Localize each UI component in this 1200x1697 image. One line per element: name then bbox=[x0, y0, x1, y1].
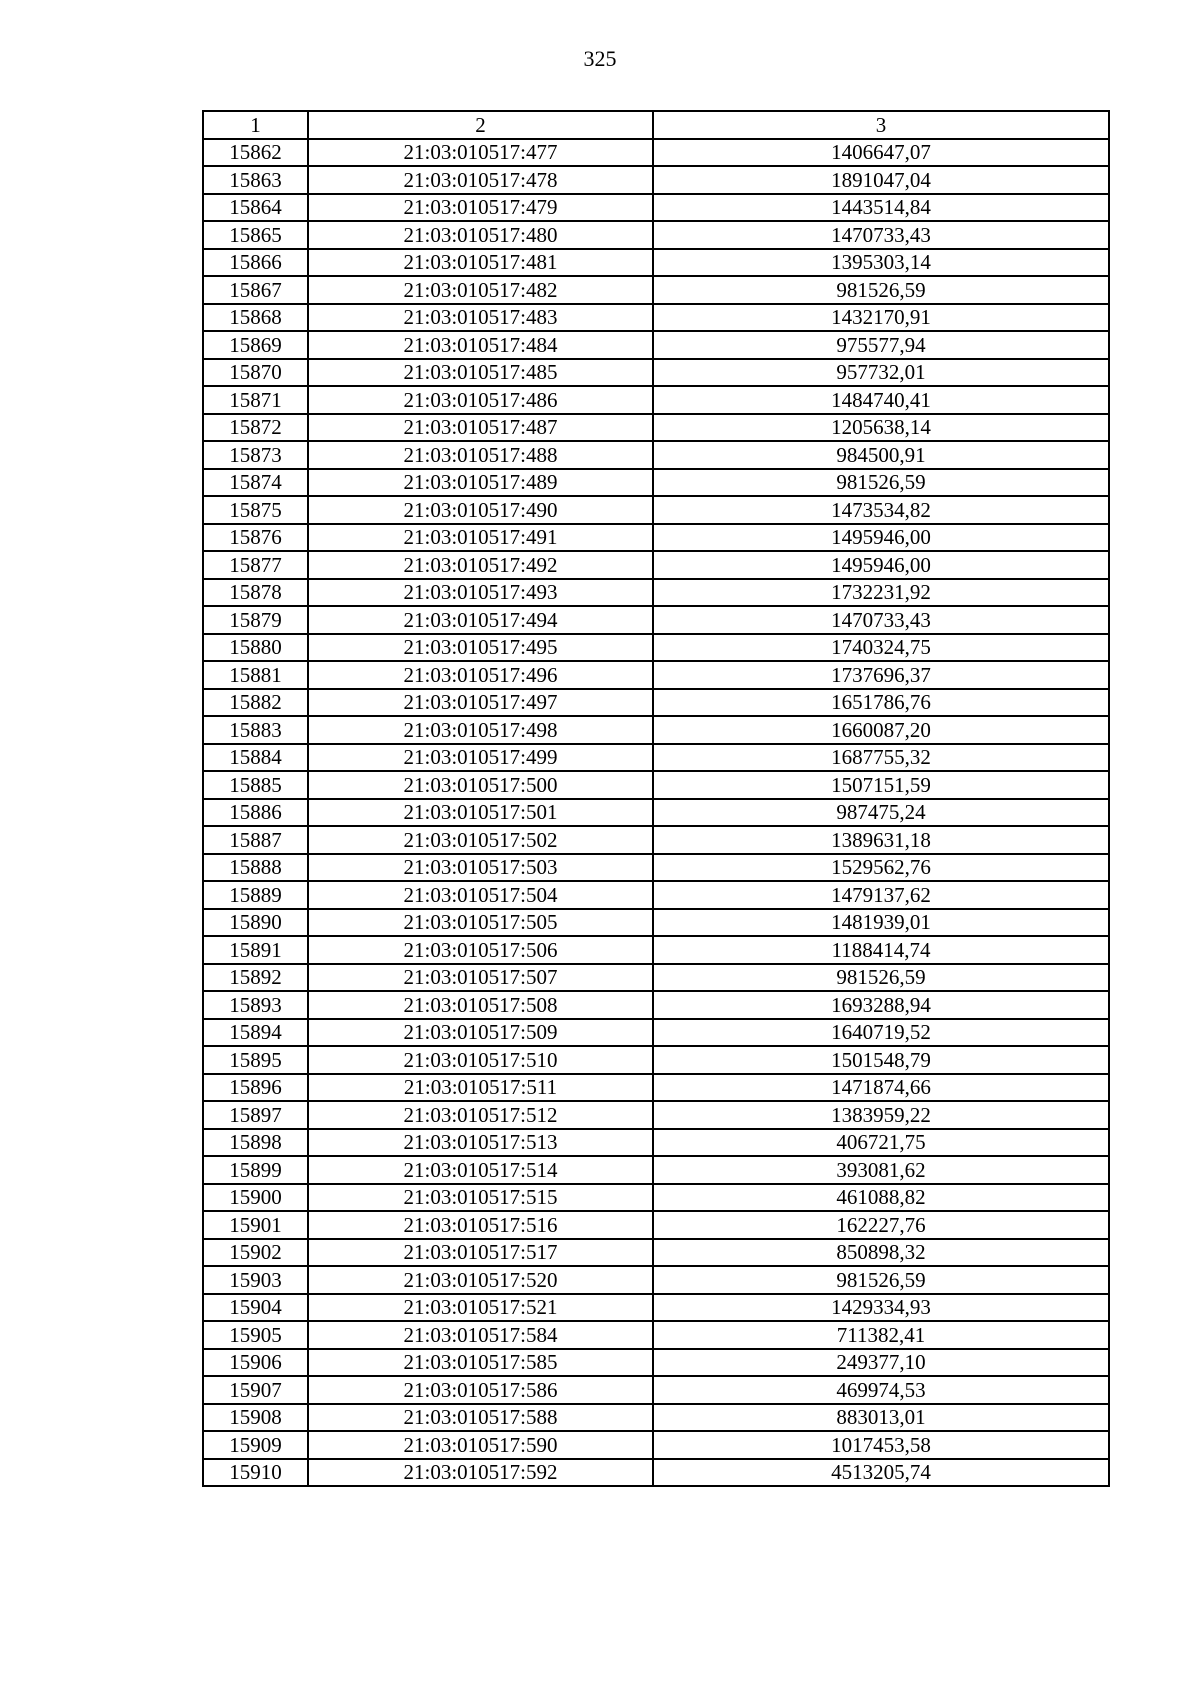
row-number-cell: 15893 bbox=[203, 991, 308, 1019]
value-cell: 1740324,75 bbox=[653, 634, 1109, 662]
cadastral-number-cell: 21:03:010517:504 bbox=[308, 881, 653, 909]
cadastral-number-cell: 21:03:010517:585 bbox=[308, 1349, 653, 1377]
row-number-cell: 15887 bbox=[203, 826, 308, 854]
row-number-cell: 15882 bbox=[203, 689, 308, 717]
row-number-cell: 15885 bbox=[203, 771, 308, 799]
cadastral-number-cell: 21:03:010517:520 bbox=[308, 1266, 653, 1294]
row-number-cell: 15903 bbox=[203, 1266, 308, 1294]
table-row bbox=[203, 1184, 1109, 1212]
value-cell: 981526,59 bbox=[653, 1266, 1109, 1294]
row-number-cell: 15900 bbox=[203, 1184, 308, 1212]
value-cell: 987475,24 bbox=[653, 799, 1109, 827]
table-row bbox=[203, 414, 1109, 442]
table-row bbox=[203, 359, 1109, 387]
table-row bbox=[203, 1294, 1109, 1322]
cadastral-number-cell: 21:03:010517:492 bbox=[308, 551, 653, 579]
row-number-cell: 15878 bbox=[203, 579, 308, 607]
row-number-cell: 15874 bbox=[203, 469, 308, 497]
value-cell: 1205638,14 bbox=[653, 414, 1109, 442]
value-cell: 4513205,74 bbox=[653, 1459, 1109, 1487]
table-row bbox=[203, 221, 1109, 249]
table-row bbox=[203, 661, 1109, 689]
cadastral-number-cell: 21:03:010517:499 bbox=[308, 744, 653, 772]
table-row bbox=[203, 909, 1109, 937]
row-number-cell: 15898 bbox=[203, 1129, 308, 1157]
cadastral-number-cell: 21:03:010517:584 bbox=[308, 1321, 653, 1349]
value-cell: 162227,76 bbox=[653, 1211, 1109, 1239]
row-number-cell: 15892 bbox=[203, 964, 308, 992]
value-cell: 1188414,74 bbox=[653, 936, 1109, 964]
value-cell: 1443514,84 bbox=[653, 194, 1109, 222]
row-number-cell: 15876 bbox=[203, 524, 308, 552]
value-cell: 1389631,18 bbox=[653, 826, 1109, 854]
table-row bbox=[203, 276, 1109, 304]
table-row bbox=[203, 1266, 1109, 1294]
row-number-cell: 15864 bbox=[203, 194, 308, 222]
data-table bbox=[202, 110, 1110, 1487]
cadastral-number-cell: 21:03:010517:511 bbox=[308, 1074, 653, 1102]
header-cell-1: 1 bbox=[203, 111, 308, 139]
value-cell: 1481939,01 bbox=[653, 909, 1109, 937]
value-cell: 1495946,00 bbox=[653, 551, 1109, 579]
cadastral-number-cell: 21:03:010517:491 bbox=[308, 524, 653, 552]
row-number-cell: 15870 bbox=[203, 359, 308, 387]
table-row bbox=[203, 579, 1109, 607]
cadastral-number-cell: 21:03:010517:507 bbox=[308, 964, 653, 992]
row-number-cell: 15908 bbox=[203, 1404, 308, 1432]
cadastral-number-cell: 21:03:010517:489 bbox=[308, 469, 653, 497]
header-cell-2: 2 bbox=[308, 111, 653, 139]
cadastral-number-cell: 21:03:010517:588 bbox=[308, 1404, 653, 1432]
value-cell: 1529562,76 bbox=[653, 854, 1109, 882]
row-number-cell: 15891 bbox=[203, 936, 308, 964]
cadastral-number-cell: 21:03:010517:513 bbox=[308, 1129, 653, 1157]
value-cell: 957732,01 bbox=[653, 359, 1109, 387]
value-cell: 1383959,22 bbox=[653, 1101, 1109, 1129]
table-row bbox=[203, 1046, 1109, 1074]
table-row bbox=[203, 1431, 1109, 1459]
table-row bbox=[203, 441, 1109, 469]
cadastral-number-cell: 21:03:010517:515 bbox=[308, 1184, 653, 1212]
row-number-cell: 15897 bbox=[203, 1101, 308, 1129]
row-number-cell: 15865 bbox=[203, 221, 308, 249]
table-row bbox=[203, 1349, 1109, 1377]
cadastral-number-cell: 21:03:010517:498 bbox=[308, 716, 653, 744]
cadastral-number-cell: 21:03:010517:500 bbox=[308, 771, 653, 799]
value-cell: 1429334,93 bbox=[653, 1294, 1109, 1322]
value-cell: 1501548,79 bbox=[653, 1046, 1109, 1074]
cadastral-number-cell: 21:03:010517:508 bbox=[308, 991, 653, 1019]
row-number-cell: 15896 bbox=[203, 1074, 308, 1102]
table-row bbox=[203, 496, 1109, 524]
cadastral-number-cell: 21:03:010517:586 bbox=[308, 1376, 653, 1404]
value-cell: 1406647,07 bbox=[653, 139, 1109, 167]
table-row bbox=[203, 469, 1109, 497]
value-cell: 1507151,59 bbox=[653, 771, 1109, 799]
row-number-cell: 15879 bbox=[203, 606, 308, 634]
row-number-cell: 15869 bbox=[203, 331, 308, 359]
row-number-cell: 15906 bbox=[203, 1349, 308, 1377]
cadastral-number-cell: 21:03:010517:478 bbox=[308, 166, 653, 194]
row-number-cell: 15863 bbox=[203, 166, 308, 194]
cadastral-number-cell: 21:03:010517:480 bbox=[308, 221, 653, 249]
cadastral-number-cell: 21:03:010517:479 bbox=[308, 194, 653, 222]
value-cell: 981526,59 bbox=[653, 469, 1109, 497]
value-cell: 1473534,82 bbox=[653, 496, 1109, 524]
value-cell: 883013,01 bbox=[653, 1404, 1109, 1432]
value-cell: 1693288,94 bbox=[653, 991, 1109, 1019]
value-cell: 1495946,00 bbox=[653, 524, 1109, 552]
table-row bbox=[203, 551, 1109, 579]
row-number-cell: 15899 bbox=[203, 1156, 308, 1184]
row-number-cell: 15877 bbox=[203, 551, 308, 579]
table-row bbox=[203, 744, 1109, 772]
cadastral-number-cell: 21:03:010517:592 bbox=[308, 1459, 653, 1487]
value-cell: 1732231,92 bbox=[653, 579, 1109, 607]
row-number-cell: 15880 bbox=[203, 634, 308, 662]
row-number-cell: 15907 bbox=[203, 1376, 308, 1404]
table-header bbox=[203, 111, 1109, 139]
table-body bbox=[203, 139, 1109, 1487]
table-row bbox=[203, 716, 1109, 744]
table-row bbox=[203, 166, 1109, 194]
table-row bbox=[203, 1101, 1109, 1129]
table-row bbox=[203, 826, 1109, 854]
table-row bbox=[203, 1404, 1109, 1432]
cadastral-number-cell: 21:03:010517:495 bbox=[308, 634, 653, 662]
table-row bbox=[203, 1376, 1109, 1404]
row-number-cell: 15895 bbox=[203, 1046, 308, 1074]
table-row bbox=[203, 1211, 1109, 1239]
header-row bbox=[203, 111, 1109, 139]
table-row bbox=[203, 1156, 1109, 1184]
cadastral-number-cell: 21:03:010517:517 bbox=[308, 1239, 653, 1267]
cadastral-number-cell: 21:03:010517:506 bbox=[308, 936, 653, 964]
cadastral-number-cell: 21:03:010517:509 bbox=[308, 1019, 653, 1047]
cadastral-number-cell: 21:03:010517:497 bbox=[308, 689, 653, 717]
row-number-cell: 15886 bbox=[203, 799, 308, 827]
value-cell: 1687755,32 bbox=[653, 744, 1109, 772]
value-cell: 1471874,66 bbox=[653, 1074, 1109, 1102]
value-cell: 1651786,76 bbox=[653, 689, 1109, 717]
row-number-cell: 15901 bbox=[203, 1211, 308, 1239]
cadastral-number-cell: 21:03:010517:496 bbox=[308, 661, 653, 689]
cadastral-number-cell: 21:03:010517:493 bbox=[308, 579, 653, 607]
cadastral-number-cell: 21:03:010517:516 bbox=[308, 1211, 653, 1239]
table-row bbox=[203, 524, 1109, 552]
row-number-cell: 15873 bbox=[203, 441, 308, 469]
table-row bbox=[203, 991, 1109, 1019]
row-number-cell: 15875 bbox=[203, 496, 308, 524]
cadastral-number-cell: 21:03:010517:490 bbox=[308, 496, 653, 524]
value-cell: 981526,59 bbox=[653, 964, 1109, 992]
value-cell: 1470733,43 bbox=[653, 606, 1109, 634]
table-row bbox=[203, 771, 1109, 799]
table-row bbox=[203, 881, 1109, 909]
table-row bbox=[203, 1459, 1109, 1487]
row-number-cell: 15866 bbox=[203, 249, 308, 277]
row-number-cell: 15862 bbox=[203, 139, 308, 167]
row-number-cell: 15868 bbox=[203, 304, 308, 332]
row-number-cell: 15910 bbox=[203, 1459, 308, 1487]
value-cell: 1479137,62 bbox=[653, 881, 1109, 909]
table-row bbox=[203, 331, 1109, 359]
row-number-cell: 15884 bbox=[203, 744, 308, 772]
page-number: 325 bbox=[583, 46, 617, 71]
table-row bbox=[203, 936, 1109, 964]
cadastral-number-cell: 21:03:010517:481 bbox=[308, 249, 653, 277]
table-row bbox=[203, 799, 1109, 827]
value-cell: 1484740,41 bbox=[653, 386, 1109, 414]
table-row bbox=[203, 606, 1109, 634]
table-row bbox=[203, 964, 1109, 992]
row-number-cell: 15881 bbox=[203, 661, 308, 689]
value-cell: 249377,10 bbox=[653, 1349, 1109, 1377]
value-cell: 711382,41 bbox=[653, 1321, 1109, 1349]
table-row bbox=[203, 249, 1109, 277]
value-cell: 1017453,58 bbox=[653, 1431, 1109, 1459]
value-cell: 975577,94 bbox=[653, 331, 1109, 359]
cadastral-number-cell: 21:03:010517:487 bbox=[308, 414, 653, 442]
row-number-cell: 15889 bbox=[203, 881, 308, 909]
row-number-cell: 15894 bbox=[203, 1019, 308, 1047]
table-row bbox=[203, 1129, 1109, 1157]
cadastral-number-cell: 21:03:010517:512 bbox=[308, 1101, 653, 1129]
cadastral-number-cell: 21:03:010517:484 bbox=[308, 331, 653, 359]
value-cell: 1470733,43 bbox=[653, 221, 1109, 249]
row-number-cell: 15890 bbox=[203, 909, 308, 937]
row-number-cell: 15909 bbox=[203, 1431, 308, 1459]
value-cell: 1660087,20 bbox=[653, 716, 1109, 744]
table-row bbox=[203, 1019, 1109, 1047]
cadastral-number-cell: 21:03:010517:501 bbox=[308, 799, 653, 827]
cadastral-number-cell: 21:03:010517:488 bbox=[308, 441, 653, 469]
cadastral-number-cell: 21:03:010517:485 bbox=[308, 359, 653, 387]
value-cell: 1395303,14 bbox=[653, 249, 1109, 277]
cadastral-number-cell: 21:03:010517:482 bbox=[308, 276, 653, 304]
row-number-cell: 15888 bbox=[203, 854, 308, 882]
table-row bbox=[203, 854, 1109, 882]
value-cell: 461088,82 bbox=[653, 1184, 1109, 1212]
cadastral-number-cell: 21:03:010517:514 bbox=[308, 1156, 653, 1184]
cadastral-number-cell: 21:03:010517:521 bbox=[308, 1294, 653, 1322]
cadastral-number-cell: 21:03:010517:494 bbox=[308, 606, 653, 634]
cadastral-number-cell: 21:03:010517:510 bbox=[308, 1046, 653, 1074]
row-number-cell: 15872 bbox=[203, 414, 308, 442]
cadastral-number-cell: 21:03:010517:486 bbox=[308, 386, 653, 414]
cadastral-number-cell: 21:03:010517:477 bbox=[308, 139, 653, 167]
row-number-cell: 15902 bbox=[203, 1239, 308, 1267]
row-number-cell: 15905 bbox=[203, 1321, 308, 1349]
cadastral-number-cell: 21:03:010517:502 bbox=[308, 826, 653, 854]
row-number-cell: 15867 bbox=[203, 276, 308, 304]
cadastral-number-cell: 21:03:010517:483 bbox=[308, 304, 653, 332]
value-cell: 984500,91 bbox=[653, 441, 1109, 469]
cadastral-number-cell: 21:03:010517:505 bbox=[308, 909, 653, 937]
value-cell: 981526,59 bbox=[653, 276, 1109, 304]
row-number-cell: 15871 bbox=[203, 386, 308, 414]
table-row bbox=[203, 689, 1109, 717]
row-number-cell: 15883 bbox=[203, 716, 308, 744]
value-cell: 1891047,04 bbox=[653, 166, 1109, 194]
value-cell: 406721,75 bbox=[653, 1129, 1109, 1157]
value-cell: 850898,32 bbox=[653, 1239, 1109, 1267]
value-cell: 1432170,91 bbox=[653, 304, 1109, 332]
value-cell: 1640719,52 bbox=[653, 1019, 1109, 1047]
cadastral-number-cell: 21:03:010517:590 bbox=[308, 1431, 653, 1459]
value-cell: 393081,62 bbox=[653, 1156, 1109, 1184]
table-row bbox=[203, 634, 1109, 662]
table-row bbox=[203, 386, 1109, 414]
header-cell-3: 3 bbox=[653, 111, 1109, 139]
cadastral-number-cell: 21:03:010517:503 bbox=[308, 854, 653, 882]
value-cell: 469974,53 bbox=[653, 1376, 1109, 1404]
table-row bbox=[203, 139, 1109, 167]
table-row bbox=[203, 1239, 1109, 1267]
table-row bbox=[203, 1321, 1109, 1349]
table-row bbox=[203, 194, 1109, 222]
row-number-cell: 15904 bbox=[203, 1294, 308, 1322]
table-row bbox=[203, 304, 1109, 332]
table-row bbox=[203, 1074, 1109, 1102]
value-cell: 1737696,37 bbox=[653, 661, 1109, 689]
